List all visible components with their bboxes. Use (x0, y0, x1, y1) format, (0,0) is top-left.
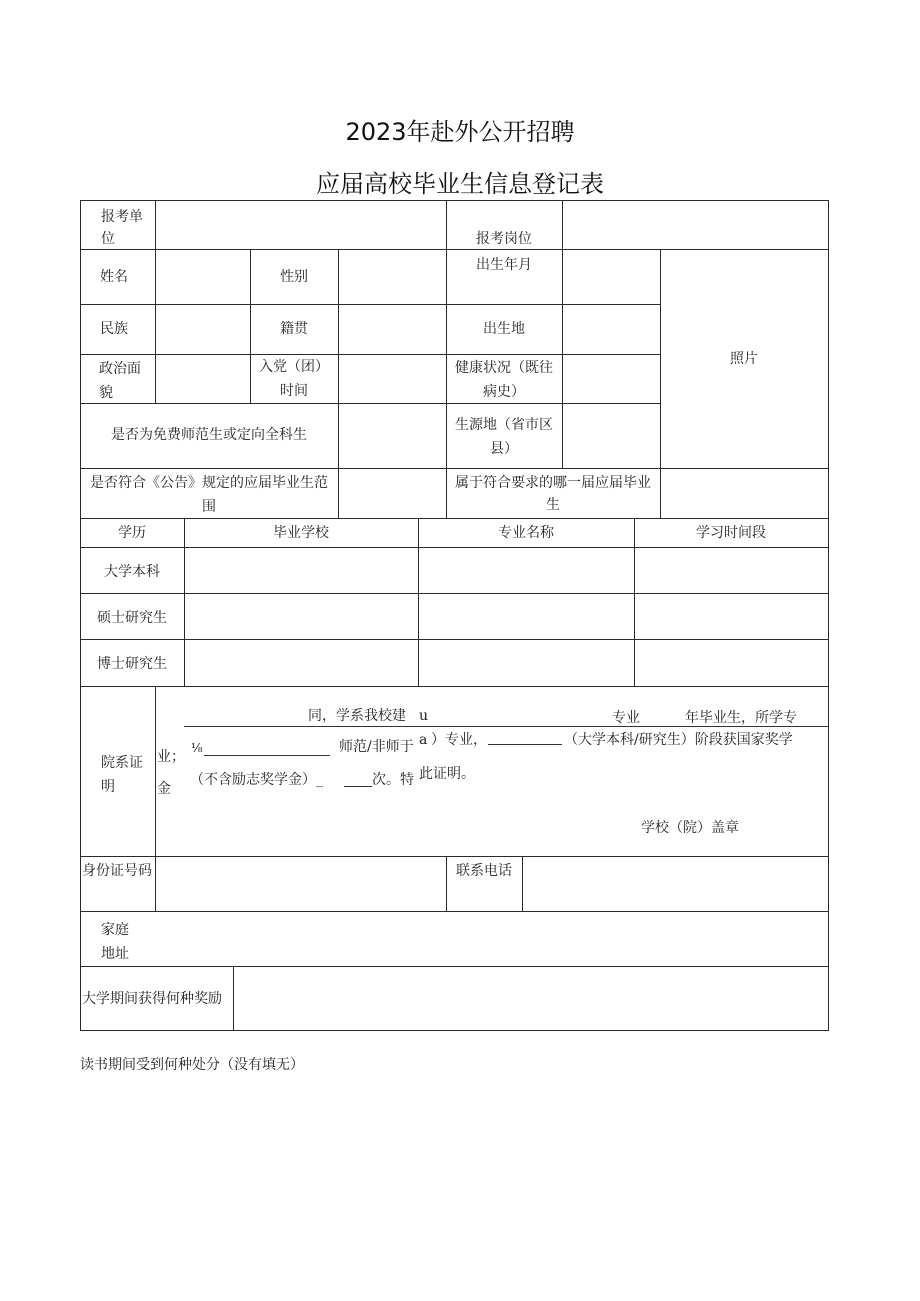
label-id-number: 身份证号码 (82, 863, 152, 879)
rule (80, 856, 829, 857)
cert-text-line1: 同，学系我校建 (308, 708, 406, 724)
label-home-address: 家庭 (101, 922, 129, 938)
label-department-certification: 院系证 (101, 755, 143, 771)
label-health-cont: 病史） (483, 384, 525, 400)
rule (80, 518, 829, 519)
cert-text-line3-times: 次。特 (372, 772, 414, 788)
label-origin-cont: 县） (490, 441, 518, 457)
cert-text-line2-scholarship: （大学本科/研究生）阶段获国家奖学 (564, 732, 793, 748)
rule (80, 403, 660, 404)
cert-text-line1-year: 年毕业生，所学专 (685, 710, 797, 726)
cert-text-line3-proof: 此证明。 (419, 766, 475, 782)
rule (80, 468, 829, 469)
label-applying-unit-cont: 位 (101, 231, 115, 247)
label-photo: 照片 (730, 351, 758, 367)
label-phone: 联系电话 (456, 863, 512, 879)
label-conform-scope-cont: 围 (202, 499, 216, 515)
rule (338, 249, 339, 518)
cert-text-line1-major: 专业 (612, 710, 640, 726)
label-department-certification-cont: 明 (101, 779, 115, 795)
label-native-place: 籍贯 (280, 321, 308, 337)
label-health: 健康状况（既往 (455, 360, 553, 376)
label-gender: 性别 (280, 269, 308, 285)
label-awards: 大学期间获得何种奖励 (82, 991, 222, 1007)
label-free-normal-student: 是否为免费师范生或定向全科生 (111, 427, 307, 443)
rule (562, 200, 563, 468)
cert-side-text-cont: 金 (157, 781, 171, 797)
rule (155, 686, 156, 911)
rule (522, 856, 523, 911)
label-conform-scope: 是否符合《公告》规定的应届毕业生范 (90, 475, 328, 491)
label-which-graduate: 属于符合要求的哪一届应届毕业 (455, 475, 651, 491)
label-origin: 生源地（省市区 (455, 417, 553, 433)
label-political-status-cont: 貌 (99, 385, 113, 401)
label-name: 姓名 (100, 269, 128, 285)
rule (80, 1030, 829, 1031)
label-political-status: 政治面 (99, 361, 141, 377)
cert-text-line2-normal: 师范/非师于 (339, 739, 414, 755)
cert-side-text: 业； (157, 749, 185, 765)
label-home-address-cont: 地址 (101, 946, 129, 962)
cert-blank (204, 755, 330, 756)
rule (660, 249, 661, 518)
label-applying-unit: 报考单 (101, 209, 143, 225)
education-row-bachelor: 大学本科 (104, 564, 160, 580)
rule (80, 686, 829, 687)
cert-blank (344, 786, 372, 787)
label-ethnicity: 民族 (100, 321, 128, 337)
label-birth-date: 出生年月 (476, 257, 532, 273)
rule (80, 547, 829, 548)
rule (80, 911, 829, 912)
document-title-line2: 应届高校毕业生信息登记表 (316, 170, 604, 198)
cert-blank (488, 744, 562, 745)
education-header-period: 学习时间段 (696, 525, 766, 541)
cert-text-line3: （不含励志奖学金）_ (190, 772, 323, 788)
rule (80, 639, 829, 640)
cert-stamp-label: 学校（院）盖章 (641, 820, 739, 836)
rule (80, 593, 829, 594)
education-row-doctor: 博士研究生 (97, 656, 167, 672)
rule (155, 200, 156, 404)
cert-text-line2-mark: ⅛ (191, 741, 203, 755)
cert-text-line2-a: a (419, 732, 428, 748)
education-header-major: 专业名称 (498, 525, 554, 541)
cert-text-line1-mark: u (419, 708, 429, 724)
footer-note: 读书期间受到何种处分（没有填无） (80, 1057, 304, 1073)
cert-text-line2-major: ）专业， (431, 732, 487, 748)
rule (80, 200, 829, 201)
label-which-graduate-cont: 生 (546, 497, 560, 513)
rule (80, 354, 660, 355)
label-birthplace: 出生地 (483, 321, 525, 337)
education-row-master: 硕士研究生 (97, 610, 167, 626)
rule (233, 966, 234, 1031)
rule (80, 304, 660, 305)
label-applying-post: 报考岗位 (476, 231, 532, 247)
label-party-join-time: 入党（团） (259, 359, 329, 375)
label-party-join-time-cont: 时间 (280, 383, 308, 399)
education-header-degree: 学历 (118, 525, 146, 541)
rule (80, 966, 829, 967)
document-title-line1: 2023年赴外公开招聘 (345, 118, 575, 146)
education-header-school: 毕业学校 (273, 525, 329, 541)
rule (828, 200, 829, 1031)
